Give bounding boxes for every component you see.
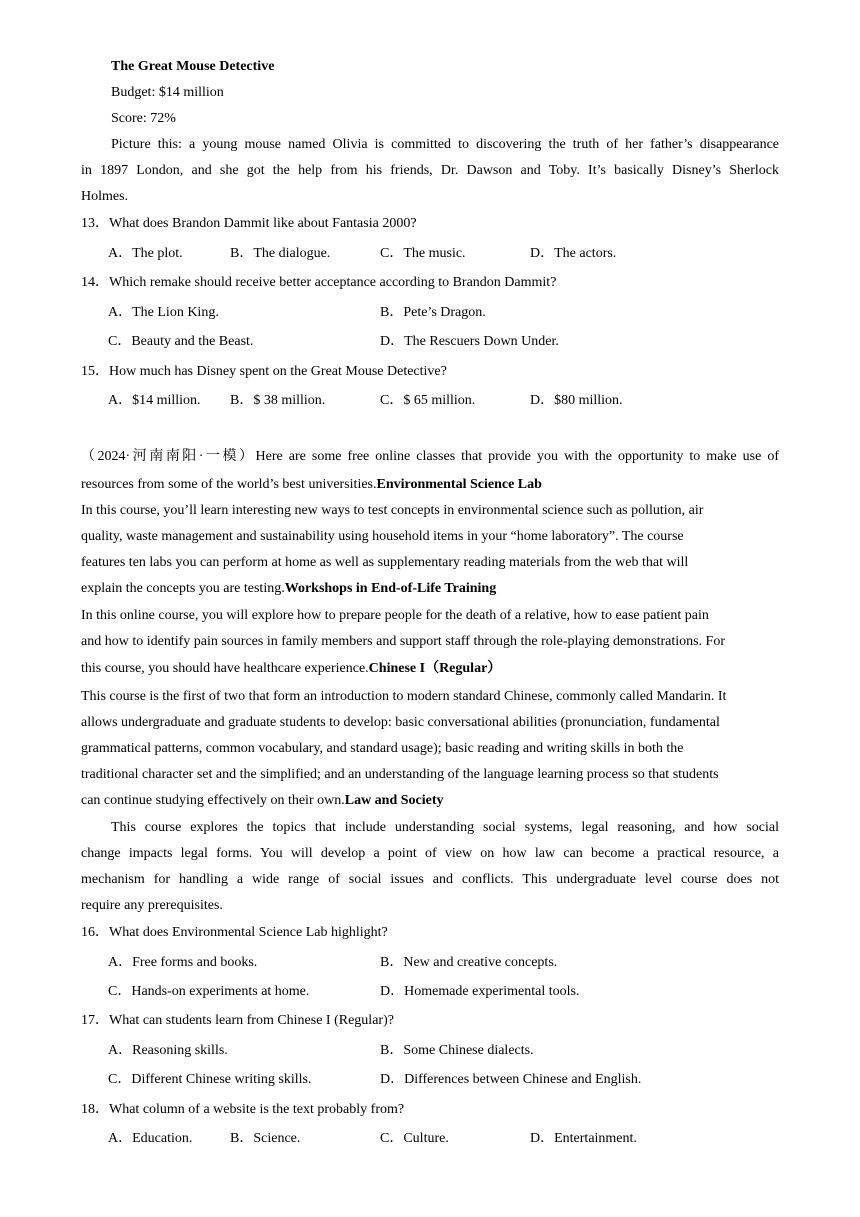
intro-line: resources from some of the world’s best universities.Environmental Science Lab: [81, 477, 542, 492]
option-c: C．Hands-on experiments at home.: [108, 984, 310, 999]
paragraph-line: Picture this: a young mouse named Olivia is committed to discovering the truth of her father’s disappearance: [111, 137, 779, 152]
paragraph-line: require any prerequisites.: [81, 898, 223, 913]
question-16-stem: 16．What does Environmental Science Lab highlight?: [81, 925, 388, 940]
question-15-options: [108, 391, 788, 411]
paragraph-line: This course is the first of two that form an introduction to modern standard Chinese, commonly called Mandarin. It: [81, 689, 727, 704]
paragraph-line: this course, you should have healthcare experience.Chinese I（Regular）: [81, 661, 502, 676]
paragraph-line: In this course, you’ll learn interesting new ways to test concepts in environmental science such as pollution, air: [81, 503, 704, 518]
paragraph-line: change impacts legal forms. You will develop a point of view on how law can become a practical resource, a: [81, 846, 779, 861]
paragraph-line: features ten labs you can perform at home as well as supplementary reading materials from the web that will: [81, 555, 689, 570]
paragraph-line: traditional character set and the simplified; and an understanding of the language learning process so that students: [81, 767, 719, 782]
option-c: C．Culture.: [380, 1131, 449, 1146]
paragraph-line: explain the concepts you are testing.Workshops in End-of-Life Training: [81, 581, 497, 596]
option-c: C．Different Chinese writing skills.: [108, 1072, 312, 1087]
heading-end-of-life-training: Workshops in End-of-Life Training: [284, 581, 497, 596]
question-17-options: [108, 1041, 788, 1061]
option-b: B．Science.: [230, 1131, 301, 1146]
paragraph-line: in 1897 London, and she got the help from his friends, Dr. Dawson and Toby. It’s basically Disney’s Sherlock: [81, 163, 779, 178]
score-line: Score: 72%: [111, 111, 176, 126]
question-13-stem: 13．What does Brandon Dammit like about Fantasia 2000?: [81, 216, 417, 231]
passage-title: The Great Mouse Detective: [111, 59, 275, 74]
question-14-options: [108, 332, 788, 352]
option-d: D．Homemade experimental tools.: [380, 984, 580, 999]
paragraph-line: In this online course, you will explore how to prepare people for the death of a relative, how to ease patient pain: [81, 608, 709, 623]
option-d: D．Entertainment.: [530, 1131, 637, 1146]
question-14-options: [108, 303, 788, 323]
option-d: D．Differences between Chinese and English.: [380, 1072, 642, 1087]
option-a: A．The plot.: [108, 246, 183, 261]
option-a: A．Free forms and books.: [108, 955, 258, 970]
paragraph-line: allows undergraduate and graduate students to develop: basic conversational abilities (pronunciation, fundamental: [81, 715, 720, 730]
option-b: B．Some Chinese dialects.: [380, 1043, 534, 1058]
question-18-stem: 18．What column of a website is the text probably from?: [81, 1102, 405, 1117]
heading-environmental-science-lab: Environmental Science Lab: [376, 477, 542, 492]
option-b: B．Pete’s Dragon.: [380, 305, 486, 320]
option-d: D．The Rescuers Down Under.: [380, 334, 559, 349]
question-16-options: [108, 953, 788, 973]
option-a: A．$14 million.: [108, 393, 201, 408]
paragraph-line: and how to identify pain sources in family members and support staff through the role-playing demonstrations. For: [81, 634, 726, 649]
question-17-stem: 17．What can students learn from Chinese I (Regular)?: [81, 1013, 394, 1028]
paragraph-line: can continue studying effectively on their own.Law and Society: [81, 793, 444, 808]
paragraph-line: Holmes.: [81, 189, 129, 204]
option-a: A．Education.: [108, 1131, 193, 1146]
option-b: B．The dialogue.: [230, 246, 331, 261]
question-14-stem: 14．Which remake should receive better acceptance according to Brandon Dammit?: [81, 275, 557, 290]
option-d: D．$80 million.: [530, 393, 623, 408]
heading-law-and-society: Law and Society: [344, 793, 444, 808]
option-a: A．The Lion King.: [108, 305, 219, 320]
question-16-options: [108, 982, 788, 1002]
paragraph-line: mechanism for handling a wide range of social issues and conflicts. This undergraduate level course does not: [81, 872, 779, 887]
heading-chinese-regular: Chinese I（Regular）: [368, 661, 502, 676]
budget-line: Budget: $14 million: [111, 85, 224, 100]
paragraph-line: quality, waste management and sustainability using household items in your “home laboratory”. The course: [81, 529, 684, 544]
paragraph-line: This course explores the topics that include understanding social systems, legal reasoning, and how social: [111, 820, 779, 835]
question-13-options: [108, 244, 788, 264]
option-c: C．Beauty and the Beast.: [108, 334, 254, 349]
intro-line: （2024·河南南阳·一模）Here are some free online classes that provide you with the opportunity to make use of: [81, 449, 779, 464]
question-17-options: [108, 1070, 788, 1090]
option-b: B．New and creative concepts.: [380, 955, 558, 970]
option-d: D．The actors.: [530, 246, 617, 261]
question-15-stem: 15．How much has Disney spent on the Great Mouse Detective?: [81, 364, 447, 379]
option-b: B．$ 38 million.: [230, 393, 326, 408]
option-a: A．Reasoning skills.: [108, 1043, 228, 1058]
question-18-options: [108, 1129, 788, 1149]
option-c: C．$ 65 million.: [380, 393, 476, 408]
paragraph-line: grammatical patterns, common vocabulary, and standard usage); basic reading and writing skills in both the: [81, 741, 684, 756]
option-c: C．The music.: [380, 246, 466, 261]
